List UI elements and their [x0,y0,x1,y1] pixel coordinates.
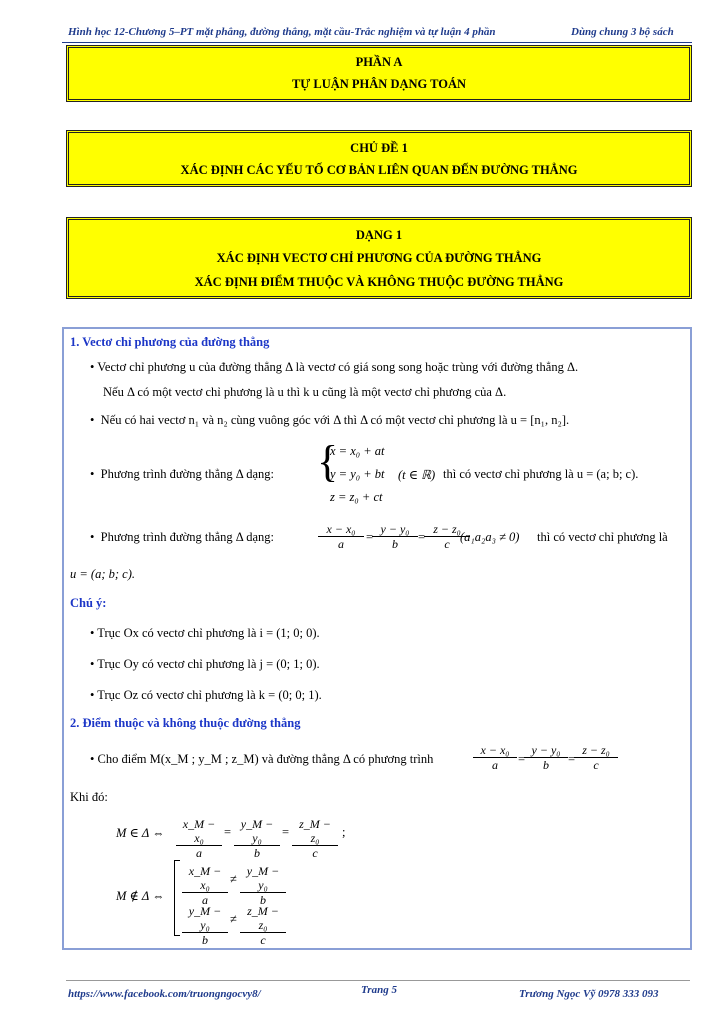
nb2-frac-y-num: y_M − y₀ [182,904,228,933]
bullet-1: • Vectơ chỉ phương u của đường thẳng Δ là vectơ có giá song song hoặc trùng với đường thẳng Δ. [90,360,579,374]
fraction-x [318,522,364,552]
fraction-y-den: b [392,537,398,551]
system-eq1: x = x₀ + at [330,444,385,458]
header-rule [62,42,692,43]
belong-frac-y-num: y_M − y₀ [234,817,280,846]
nb1-frac-x-den: a [202,893,208,907]
belong-frac-x [176,817,222,861]
header-right: Dùng chung 3 bộ sách [571,26,674,38]
s2-fraction-x-den: a [492,758,498,772]
bullet-4-after: thì có vectơ chỉ phương là [537,530,668,544]
belong-semicolon: ; [342,825,346,839]
s2-fraction-y-num: y − y₀ [524,743,568,758]
belong-frac-y [234,817,280,861]
bullet-4-cont: u = (a; b; c). [70,567,136,581]
bullet-3-after: thì có vectơ chỉ phương là u = (a; b; c). [443,467,639,481]
bullet-1-text: Vectơ chỉ phương u của đường thẳng Δ là vectơ có giá song song hoặc trùng với đường thẳng Δ. [97,360,579,374]
header-left: Hình học 12-Chương 5–PT mặt phẳng, đường thẳng, mặt cầu-Trắc nghiệm và tự luận 4 phần [68,26,496,38]
note-ox-text: Trục Ox có vectơ chỉ phương là i = (1; 0; 0). [97,626,320,640]
box-chu-de [66,130,692,187]
section2-title: 2. Điểm thuộc và không thuộc đường thẳng [70,716,301,730]
box-dang-line1: DẠNG 1 [355,228,403,242]
footer-author: Trương Ngọc Vỹ 0978 333 093 [519,988,659,1000]
bullet-3-text: Phương trình đường thẳng Δ dạng: [100,467,274,481]
fraction-z-den: c [444,537,450,551]
system-brace: { [317,437,339,486]
s2-fraction-y [524,743,568,773]
page-number: Trang 5 [361,984,397,996]
box-chu-de-line1: CHỦ ĐỀ 1 [350,141,408,155]
nb2-neq: ≠ [230,912,237,926]
nb1-frac-y-num: y_M − y₀ [240,864,286,893]
nb2-frac-y [182,904,228,948]
nb1-neq: ≠ [230,872,237,886]
belong-frac-x-num: x_M − x₀ [176,817,222,846]
system-eq2: y = y₀ + bt [330,467,385,481]
nb2-frac-z-num: z_M − z₀ [240,904,286,933]
eq-sign-2: = [418,530,426,544]
s2-fraction-x [473,743,517,773]
box-dang-line2: XÁC ĐỊNH VECTƠ CHỈ PHƯƠNG CỦA ĐƯỜNG THẲNG [216,251,542,265]
belong-lhs: M ∈ Δ ⇔ [116,826,165,840]
bullet-4-condition: (a₁a₂a₃ ≠ 0) [460,530,520,544]
box-phan-a-line1: PHẦN A [355,55,403,69]
belong-frac-z-num: z_M − z₀ [292,817,338,846]
footer-rule [66,980,690,981]
note-title: Chú ý: [70,596,107,610]
section2-bullet: • Cho điểm M(x_M ; y_M ; z_M) và đường thẳng Δ có phương trình [90,752,434,766]
s2-eq-1: = [518,752,526,766]
section1-title: 1. Vectơ chỉ phương của đường thẳng [70,335,270,349]
belong-frac-y-den: b [254,846,260,860]
s2-fraction-y-den: b [543,758,549,772]
belong-frac-z [292,817,338,861]
system-condition: (t ∈ ℝ) [398,468,436,482]
nb2-frac-z [240,904,286,948]
nb1-frac-x-num: x_M − x₀ [182,864,228,893]
fraction-x-num: x − x₀ [318,522,364,537]
eq-sign-1: = [366,530,374,544]
belong-frac-x-den: a [196,846,202,860]
box-dang-line3: XÁC ĐỊNH ĐIỂM THUỘC VÀ KHÔNG THUỘC ĐƯỜNG THẲNG [194,275,564,289]
box-phan-a-line2: TỰ LUẬN PHÂN DẠNG TOÁN [291,77,467,91]
fraction-z-num: z − z₀ [424,522,470,537]
s2-fraction-z-num: z − z₀ [574,743,618,758]
note-oz: • Trục Oz có vectơ chỉ phương là k = (0; 0; 1). [90,688,322,702]
bullet-2-text: Nếu có hai vectơ n₁ và n₂ cùng vuông góc với Δ thì Δ có một vectơ chỉ phương là u = [n₁, n₂]. [100,413,570,427]
s2-fraction-x-num: x − x₀ [473,743,517,758]
nb1-frac-x [182,864,228,908]
note-oy: • Trục Oy có vectơ chỉ phương là j = (0; 1; 0). [90,657,320,671]
nb2-frac-z-den: c [260,933,266,947]
fraction-x-den: a [338,537,344,551]
bullet-4-text: Phương trình đường thẳng Δ dạng: [100,530,274,544]
box-chu-de-line2: XÁC ĐỊNH CÁC YẾU TỐ CƠ BẢN LIÊN QUAN ĐẾN ĐƯỜNG THẲNG [180,163,578,177]
s2-fraction-z-den: c [593,758,599,772]
note-oy-text: Trục Oy có vectơ chỉ phương là j = (0; 1; 0). [97,657,320,671]
khi-do: Khi đó: [70,790,108,804]
notbelong-lhs: M ∉ Δ ⇔ [116,889,165,903]
s2-eq-2: = [568,752,576,766]
belong-frac-z-den: c [312,846,318,860]
nb1-frac-y-den: b [260,893,266,907]
s2-fraction-z [574,743,618,773]
nb1-frac-y [240,864,286,908]
box-dang [66,217,692,299]
fraction-y [372,522,418,552]
note-oz-text: Trục Oz có vectơ chỉ phương là k = (0; 0; 1). [97,688,322,702]
belong-eq-2: = [282,825,290,839]
box-phan-a [66,45,692,102]
notbelong-bracket [174,860,180,936]
section2-bullet-text: Cho điểm M(x_M ; y_M ; z_M) và đường thẳng Δ có phương trình [97,752,434,766]
bullet-1-cont: Nếu Δ có một vectơ chỉ phương là u thì k u cũng là một vectơ chỉ phương của Δ. [103,385,507,399]
note-ox: • Trục Ox có vectơ chỉ phương là i = (1; 0; 0). [90,626,320,640]
bullet-4: • Phương trình đường thẳng Δ dạng: [90,530,274,544]
system-eq3: z = z₀ + ct [330,490,383,504]
nb2-frac-y-den: b [202,933,208,947]
footer-link[interactable]: https://www.facebook.com/truongngocvy8/ [68,988,261,1000]
fraction-y-num: y − y₀ [372,522,418,537]
bullet-3: • Phương trình đường thẳng Δ dạng: [90,467,274,481]
belong-eq-1: = [224,825,232,839]
bullet-2: • Nếu có hai vectơ n₁ và n₂ cùng vuông góc với Δ thì Δ có một vectơ chỉ phương là u = [n₁, n₂]. [90,413,570,427]
